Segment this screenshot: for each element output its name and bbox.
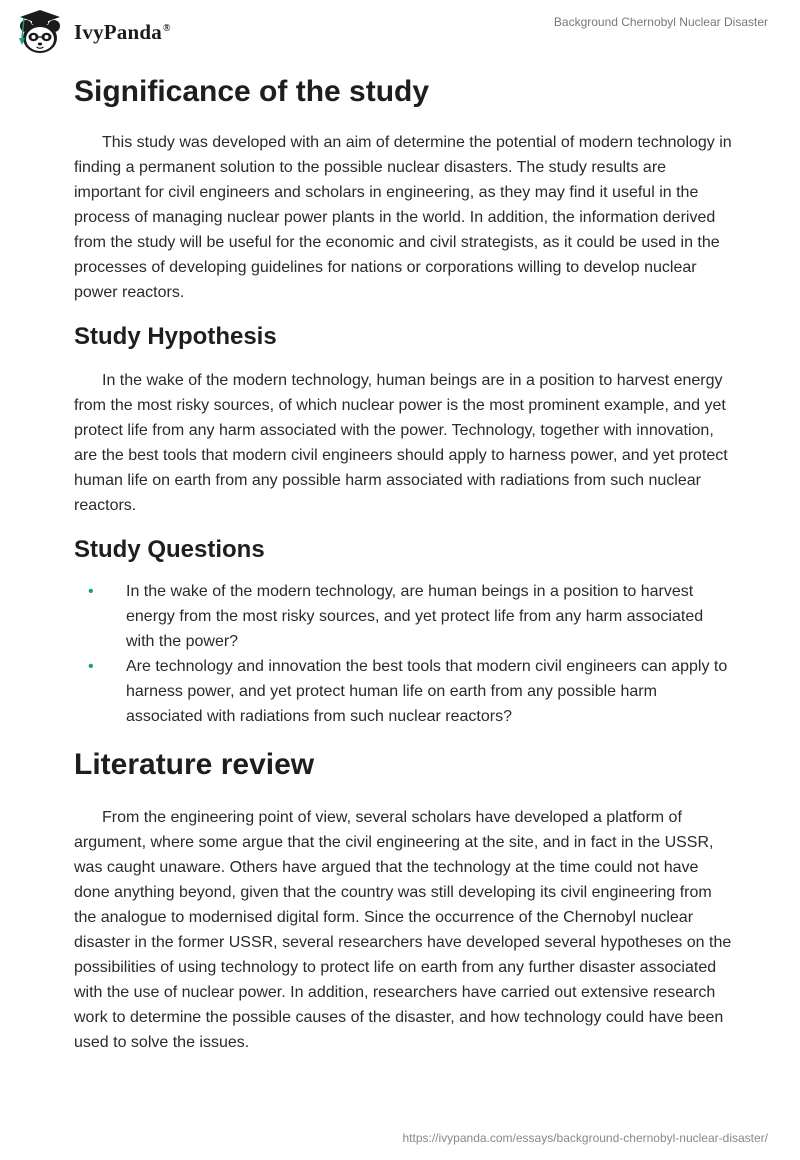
heading-significance: Significance of the study: [74, 75, 430, 108]
list-item: [74, 654, 734, 729]
question-text: Are technology and innovation the best tools that modern civil engineers can apply to harness power, and yet protect human life on earth from any possible harm associated with radiations from such nuclear reactors?: [126, 658, 728, 725]
essay-content: [74, 70, 734, 1055]
logo-wordmark: IvyPanda®: [74, 19, 171, 44]
bullet-icon: •: [88, 658, 94, 675]
registered-mark: ®: [162, 22, 171, 34]
page-header: [0, 0, 800, 64]
paragraph-significance: This study was developed with an aim of determine the potential of modern technology in finding a permanent solution to the possible nuclear disasters. The study results are important for civil engineers and scholars in engineering, as they may find it useful in the process of managing nuclear power plants in the world. In addition, the information derived from the study will be useful for the economic and civil strategists, as it could be used in the processes of developing guidelines for nations or corporations willing to develop nuclear power reactors.: [74, 134, 732, 301]
questions-list: [74, 579, 734, 729]
heading-literature: Literature review: [74, 748, 315, 781]
running-title: Background Chernobyl Nuclear Disaster: [553, 15, 768, 29]
question-text: In the wake of the modern technology, are human beings in a position to harvest energy from the most risky sources, and yet protect life from any harm associated with the power?: [126, 583, 704, 650]
list-item: [74, 579, 734, 654]
heading-hypothesis: Study Hypothesis: [74, 323, 277, 350]
heading-questions: Study Questions: [74, 536, 265, 563]
source-url[interactable]: https://ivypanda.com/essays/background-chernobyl-nuclear-disaster/: [402, 1131, 768, 1145]
panda-graduate-icon: [14, 8, 66, 56]
ivypanda-logo[interactable]: [14, 8, 171, 56]
paragraph-literature: From the engineering point of view, several scholars have developed a platform of argument, where some argue that the civil engineering at the site, and in fact in the USSR, was caught unaware. Others have argued that the technology at the time could not have done anything beyond, given that the country was still developing its civil engineering from the analogue to modernised digital form. Since the occurrence of the Chernobyl nuclear disaster in the former USSR, several researchers have developed several hypotheses on the possibilities of using technology to protect life on earth from any further disaster associated with the use of nuclear power. In addition, researchers have carried out extensive research work to determine the possible causes of the disaster, and how technology could have been used to solve the issues.: [74, 809, 732, 1051]
bullet-icon: •: [88, 583, 94, 600]
paragraph-hypothesis: In the wake of the modern technology, human beings are in a position to harvest energy from the most risky sources, of which nuclear power is the most prominent example, and yet protect life from any harm associated with the power. Technology, together with innovation, are the best tools that modern civil engineers should apply to harness power, and yet protect human life on earth from any possible harm associated with radiations from such nuclear reactors.: [74, 372, 728, 514]
